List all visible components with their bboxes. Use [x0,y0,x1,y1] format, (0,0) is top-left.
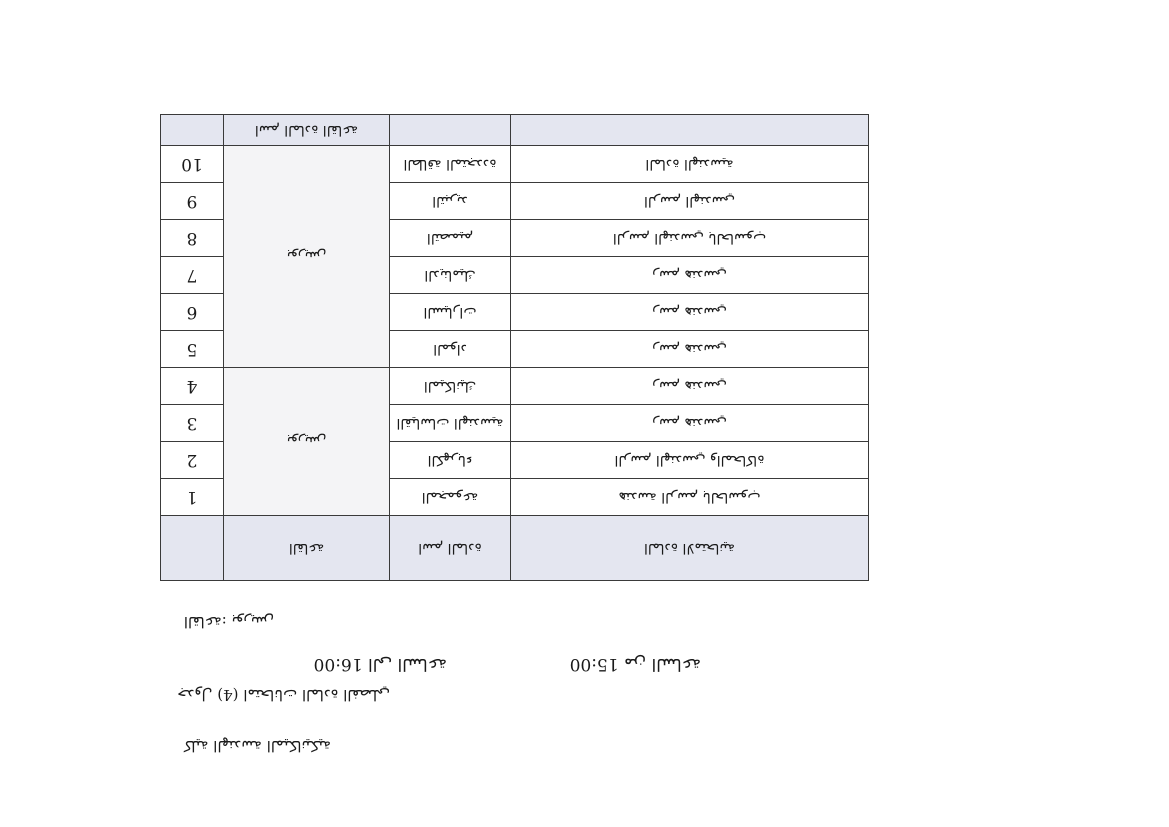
row-number: 9 [161,183,224,220]
row-number: 1 [161,479,224,516]
row-number: 8 [161,220,224,257]
subject-cell: الميكانيك [390,368,511,405]
header-exam: المادة الامتحانية [511,516,869,581]
schedule-table [160,114,869,581]
end-time: 16:00 الى الساعة [313,654,447,674]
header-subject: اسم المادة [390,516,511,581]
row-number: 3 [161,405,224,442]
footer-subject [390,115,511,146]
row-number: 6 [161,294,224,331]
subject-cell: التبريد [390,183,511,220]
header-hall: القاعة [224,516,390,581]
footer-num [161,115,224,146]
exam-cell: الرسم الهندسي بالحاسوب [511,220,869,257]
subject-cell: الديناميك [390,257,511,294]
footer-category: اسم المادة القاعة [224,115,390,146]
subject-cell: المجموعة [390,479,511,516]
header-num [161,516,224,581]
exam-cell: رسم هندسي [511,294,869,331]
exam-cell: رسم هندسي [511,368,869,405]
hall-group-cell: بوريس [224,146,390,368]
exam-cell: الرسم الهندسي والمحاكاة [511,442,869,479]
row-number: 5 [161,331,224,368]
table-body [161,146,869,516]
table-row [161,331,869,368]
row-number: 4 [161,368,224,405]
subject-cell: التصميم [390,220,511,257]
table-row [161,479,869,516]
table-footer-row [161,115,869,146]
subject-cell: الطاقة المتجددة [390,146,511,183]
hall-line: القاعة: بوريس [183,613,274,631]
start-time: 15:00 من الساعة [569,654,701,674]
faculty-line: كلية الهندسة الميكانيكية [183,737,331,755]
row-number: 10 [161,146,224,183]
subject-cell: الكهرباء [390,442,511,479]
footer-exam [511,115,869,146]
exam-cell: رسم هندسي [511,405,869,442]
exam-schedule-line: جدول (4) امتحانات المادة الفصلي [177,686,390,704]
subject-cell: القياسات الهندسية [390,405,511,442]
exam-cell: رسم هندسي [511,331,869,368]
exam-cell: المادة الهندسية [511,146,869,183]
exam-cell: رسم هندسي [511,257,869,294]
hall-group-cell: بوريس [224,368,390,516]
table-header-row [161,516,869,581]
subject-cell: السيارات [390,294,511,331]
subject-cell: المواد [390,331,511,368]
row-number: 7 [161,257,224,294]
exam-cell: الرسم الهندسي [511,183,869,220]
row-number: 2 [161,442,224,479]
exam-cell: هندسة الرسم بالحاسوب [511,479,869,516]
